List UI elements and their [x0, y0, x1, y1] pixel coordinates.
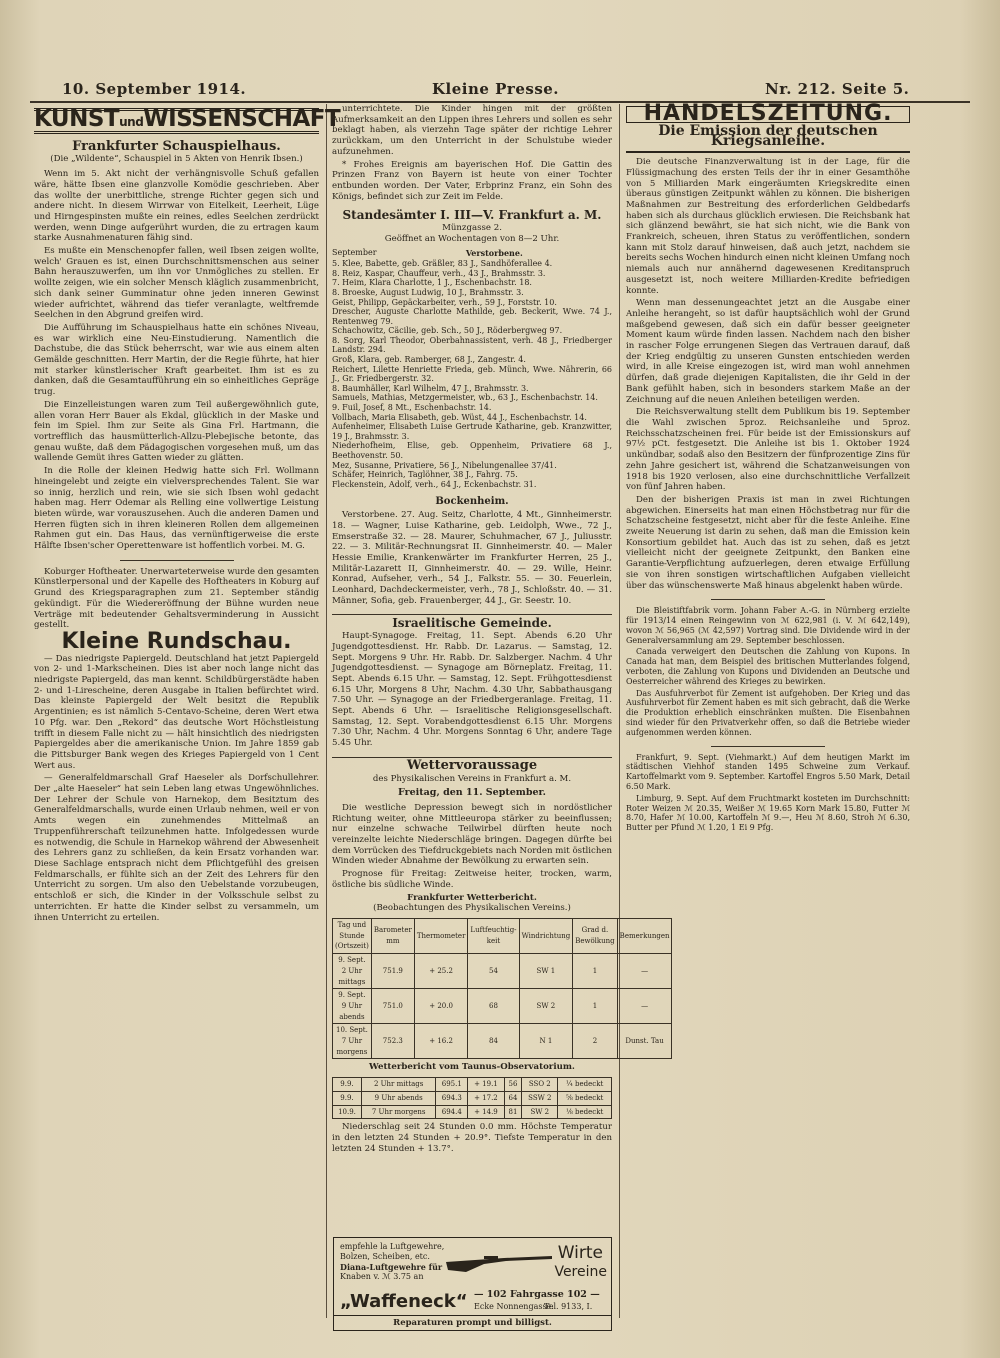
- handel-paragraph: Wenn man dessenungeachtet jetzt an die Ausgabe einer Anleihe herangeht, so ist dafür hauptsächlich wohl der Grund maßgebend gewesen, daß sich ein dafür besser geeigneter Moment kaum würde finden lassen. Nachdem nach den bisher in rascher Folge errungenen Siegen das Vertrauen darauf, daß der Krieg endgültig zu unseren Gunsten entschieden werden wird, in alle Kreise eingezogen ist, wird man wohl annehmen dürfen, daß grade diejenigen Kapitalisten, die ihr Geld in der Bank gefühlt haben, sich in besonders starkem Maße an der Zeichnung auf die neuen Anleihen beteiligen werden.: [626, 298, 910, 405]
- table-cell: 81: [504, 1105, 522, 1119]
- ad-side-text: Vereine: [554, 1264, 607, 1280]
- table-row: [333, 954, 672, 989]
- table-cell: + 19.1: [468, 1078, 504, 1092]
- table-cell: 84: [468, 1024, 519, 1059]
- table-row: [333, 1105, 612, 1119]
- table-cell: 9.9.: [333, 1078, 362, 1092]
- weather-table-header: [333, 919, 672, 954]
- table-cell: 9.9.: [333, 1091, 362, 1105]
- deceased-label: Verstorbene.: [465, 248, 523, 259]
- table-cell: 2 Uhr mittags: [361, 1078, 435, 1092]
- standesamt-headline: Standesämter I. III—V. Frankfurt a. M.: [342, 208, 602, 223]
- business-notice: Canada verweigert den Deutschen die Zahlung von Kupons. In Canada hat man, dem Beispiel des britischen Mutterlandes folgend, verboten, die Zahlung von Kupons und Dividenden an Deutsche und Oesterreicher während des Krieges zu bewirken.: [626, 647, 910, 686]
- ad-repair-line: Reparaturen prompt und billigst.: [334, 1315, 611, 1330]
- table-cell: Dunst. Tau: [617, 1024, 672, 1059]
- theater-subheadline: (Die „Wildente“, Schauspiel in 5 Akten von Henrik Ibsen.): [50, 154, 303, 165]
- death-entry: 5. Klee, Babette, geb. Gräßler, 83 J., Sandhöferallee 4.: [332, 259, 553, 269]
- weather-text: Die westliche Depression bewegt sich in nordöstlicher Richtung weiter, ohne Mittleeuropa stärker zu beeinflussen; nur einzelne schwache Teilwirbel dürften heute noch vereinzelte leichte Niederschläge bringen. Dagegen dürfte bei dem Vorrücken des Tiefdruckgebiets nach Norden mit östlichen Winden wieder Abnahme der Bewölkung zu erwarten sein.: [332, 802, 612, 867]
- standesamt-hours: Geöffnet an Wochentagen von 8—2 Uhr.: [384, 233, 560, 244]
- middle-column: [332, 104, 670, 1232]
- weather-date: Freitag, den 11. September.: [398, 787, 546, 799]
- taunus-table: [332, 1077, 612, 1119]
- death-entry: Mez, Susanne, Privatiere, 56 J., Nibelungenallee 37/41.: [332, 460, 557, 470]
- table-cell: ⅛ bedeckt: [558, 1105, 612, 1119]
- table-cell: 10. Sept. 7 Uhr morgens: [333, 1024, 372, 1059]
- header-cell: Thermometer: [414, 919, 468, 954]
- table-cell: 695.1: [436, 1078, 468, 1092]
- table-cell: + 14.9: [468, 1105, 504, 1119]
- death-entry: Reichert, Lilette Henriette Frieda, geb. Münch, Wwe. Nährerin, 66 J., Gr. Friedbergerstr. 32.: [332, 364, 612, 384]
- bockenheim-text: Verstorbene. 27. Aug. Seitz, Charlotte, 4 Mt., Ginnheimerstr. 18. — Wagner, Luise Katharine, geb. Leidolph, Wwe., 72 J., Emserstraße 32. — 28. Maurer, Schuhmacher, 67 J., Juliusstr. 22. — 3. Militär-Rechnungsrat II. Ginnheimerstr. 40. — Maler Hessie Emilie, Krankenwärter im Frankfurter Herren, 25 J., Militär-Lazarett II, Ginnheimerstr. 40. — 29. Wille, Heinr. Konrad, Aufseher, verh., 54 J., Falkstr. 55. — 30. Feuerlein, Leonhard, Dachdeckermeister, verh., 78 J., Schloßstr. 40. — 31. Männer, Sofia, geb. Frauenberger, 44 J., Gr. Seestr. 10.: [332, 510, 612, 606]
- handel-paragraph: Die deutsche Finanzverwaltung ist in der Lage, für die Flüssigmachung des ersten Teils der ihr in einer Gesamthöhe von 5 Milliarden Mark eingeräumten Kriegskredite einen überaus günstigen Zeitpunkt wählen zu können. Die bisherigen Maßnahmen zur Bestreitung des erforderlichen Geldbedarfs haben sich als durchaus glücklich erwiesen. Die Reichsbank hat sich glänzend bewährt, sie hat sich nicht, wie die Bank von Frankreich, scheuen, ihren Status zu veröffentlichen, sondern kann mit Stolz darauf hinweisen, daß auch jetzt, nachdem sie bereits sechs Wochen hindurch einen nicht kleinen Umfang noch niemals auch nur annähernd dagewesenen Kreditanspruch ausgesetzt ist, noch weitere Milliarden-Kredite befriedigen konnte.: [626, 157, 911, 296]
- table-cell: 2: [573, 1024, 617, 1059]
- review-paragraph: Es mußte ein Menschenopfer fallen, weil Ibsen zeigen wollte, welch' Grauen es ist, einen Durchschnittsmenschen aus seiner Bahn herauszuwerfen, um ihn vor Unmögliches zu stellen. Er wollte zeigen, wie ein solcher Mensch kläglich zusammenbricht, sich dank seiner Gumminatur ohne jeden inneren Gewinst wieder aufrichtet, während das tiefer veranlagte, weltfremde Seelchen in den Abgrund greifen wird.: [34, 246, 319, 321]
- issue-number: Nr. 212. Seite 5.: [765, 80, 910, 98]
- handelszeitung-banner: HANDELSZEITUNG.: [626, 106, 910, 123]
- review-paragraph: Wenn im 5. Akt nicht der verhängnisvolle Schuß gefallen wäre, hätte Ibsen eine glanzvolle Komödie geschrieben. Aber das wollte der unerbittliche, strenge Richter gegen sich und andere nicht. In diesem Wirrwar von Eitelkeit, Leerheit, Lüge und Hirngespinsten mußte ein reines, edles Seelchen zerdrückt werden, wenn Dinge aufgerührt wurden, die zu ertragen kaum starke Ausnahmenaturen fähig sind.: [34, 169, 319, 244]
- table-cell: 1: [573, 954, 617, 989]
- weather-source: des Physikalischen Vereins in Frankfurt a. M.: [372, 773, 572, 784]
- table-cell: 68: [468, 989, 519, 1024]
- rundschau-paragraph: — Generalfeldmarschall Graf Haeseler als Dorfschullehrer. Der „alte Haeseler“ hat sein Leben lang etwas Ungewöhnliches. Der Lehrer der Schule von Harnekop, dem Besitztum des Generalfeldmarschalls, wurde einen Urlaub nehmen, weil er von Amts wegen ein zunehmendes Mittelmaß an Truppenführerschaft teilzunehmen hatte. Infolgedessen wurde es notwendig, die Schule in Harnekop während der Abwesenheit des Lehrers ganz zu schließen, da kein Ersatz vorhanden war. Diese Sachlage entsprach nicht dem Pflichtgefühl des greisen Feldmarschalls, er fühlte sich an der Zeit des Lehrers für den Unterricht zu sorgen. Um also den Uebelstande vorzubeugen, entschloß er sich, die Kinder in der Volksschule selbst zu unterrichten. Er hatte die Kinder selbst zu versammeln, um ihnen Unterricht zu erteilen.: [34, 773, 319, 923]
- table-row: [333, 1024, 672, 1059]
- handel-paragraph: Den der bisherigen Praxis ist man in zwei Richtungen abgewichen. Einerseits hat man einen Höchstbetrag nur für die Schatzscheine festgesetzt, nicht aber für die feste Anleihe. Eine zweite Neuerung ist darin zu sehen, daß man die Emission kein Konsortium gebildet hat. Auch das ist zu sehen, daß es jetzt vielleicht nicht der geeignete Zeitpunkt, den Banken eine Garantie-Verpflichtung aufzuerlegen, deren etwaige Erfüllung sie von ihren sonstigen wirtschaftlichen Aufgaben vielleicht über das wünschenswerte Maß hinaus abgelenkt haben würde.: [626, 494, 910, 591]
- ad-line: empfehle la Luftgewehre,: [340, 1242, 445, 1251]
- ad-side-text: Wirte: [557, 1243, 603, 1263]
- table-cell: SW 2: [519, 989, 573, 1024]
- death-entry: Samuels, Mathias, Metzgermeister, wb., 63 J., Eschenbachstr. 14.: [332, 393, 598, 403]
- death-entry: Schäfer, Heinrich, Taglöhner, 38 J., Fahrg. 75.: [332, 470, 518, 480]
- review-paragraph: Die Einzelleistungen waren zum Teil außergewöhnlich gute, allen voran Herr Bauer als Ekdal, glücklich in der Maske und fein im Spiel. Ihm zur Seite als Gina Frl. Hartmann, die vortrefflich das hausmütterlich-Allzu-Plebejische betonte, das genau wußte, daß dem Pädagogischen vorgesehen muß, um das wallende Gemüt ihres Gatten wieder zu glätten.: [34, 399, 319, 464]
- table-cell: SSO 2: [522, 1078, 558, 1092]
- business-notice: Die Bleistiftfabrik vorm. Johann Faber A.-G. in Nürnberg erzielte für 1913/14 einen Reingewinn von ℳ 622,981 (i. V. ℳ 642,149), wovon ℳ 56,965 (ℳ 42,597) Vortrag sind. Die Dividende wird in der Generalversammlung am 29. September beschlossen.: [626, 606, 910, 645]
- table-cell: SW 1: [519, 954, 573, 989]
- rundschau-headline: Kleine Rundschau.: [61, 628, 292, 654]
- handel-headline: Die Emission der deutschen Kriegsanleihe.: [626, 126, 910, 153]
- waffeneck-advertisement: [333, 1237, 612, 1331]
- table-cell: SW 2: [522, 1105, 558, 1119]
- death-entry: Fleckenstein, Adolf, verh., 64 J., Eckenbachstr. 31.: [332, 479, 537, 489]
- table-cell: 9. Sept. 2 Uhr mittags: [333, 954, 372, 989]
- masthead: Kleine Presse.: [432, 80, 560, 98]
- header-cell: Bemerkungen: [617, 919, 672, 954]
- death-entry: Schachowitz, Cäcilie, geb. Sch., 50 J., Röderbergweg 97.: [332, 326, 563, 336]
- market-report: Frankfurt, 9. Sept. (Viehmarkt.) Auf dem heutigen Markt im städtischen Viehhof standen 1495 Schweine zum Verkauf. Kartoffelmarkt vom 9. September. Kartoffel Engros 5.50 Mark, Detail 6.50 Mark.: [626, 752, 910, 791]
- table-cell: + 25.2: [414, 954, 468, 989]
- table-cell: 1: [573, 989, 617, 1024]
- table-cell: 694.3: [436, 1091, 468, 1105]
- death-entry: 8. Reiz, Kaspar, Chauffeur, verh., 43 J., Brahmsstr. 3.: [332, 268, 546, 278]
- header-cell: Barometer mm: [371, 919, 414, 954]
- column-divider-left: [326, 104, 327, 1318]
- israel-text: Haupt-Synagoge. Freitag, 11. Sept. Abends 6.20 Uhr Jugendgottesdienst. Hr. Rabb. Dr. Lazarus. — Samstag, 12. Sept. Morgens 9 Uhr. Hr. Rabb. Dr. Salzberger. Nachm. 4 Uhr Jugendgottesdienst. — Synagoge am Börneplatz. Freitag, 11. Sept. Abends 6.15 Uhr. — Samstag, 12. Sept. Frühgottesdienst 6.15 Uhr, Morgens 8 Uhr, Nachm. 4.30 Uhr, Sabbathausgang 7.50 Uhr. — Synagoge an der Friedbergeranlage. Freitag, 11. Sept. Abends 6 Uhr. — Israelitische Religionsgesellschaft. Samstag, 12. Sept. Vorabendgottesdienst 6.15 Uhr. Morgens 7.30 Uhr, Nachm. 4 Uhr. Morgens Sonntag 6 Uhr, andere Tage 5.45 Uhr.: [332, 631, 612, 749]
- table-cell: N 1: [519, 1024, 573, 1059]
- table-cell: 10.9.: [333, 1105, 362, 1119]
- ad-line: Diana-Luftgewehre für: [340, 1262, 443, 1272]
- header-cell: Grad d. Bewölkung: [573, 919, 617, 954]
- death-entry: Niederhofheim, Elise, geb. Oppenheim, Privatiere 68 J., Beethovenstr. 50.: [332, 441, 612, 461]
- death-entry: Geist, Philipp, Gepäckarbeiter, verh., 59 J., Forststr. 10.: [332, 297, 557, 307]
- bavarian-court-notice: * Frohes Ereignis am bayerischen Hof. Die Gattin des Prinzen Franz von Bayern ist heute von einer Tochter entbunden worden. Der Vater, Erbprinz Franz, ein Sohn des Königs, befindet sich zur Zeit im Felde.: [332, 159, 612, 202]
- table-cell: 56: [504, 1078, 522, 1092]
- standesamt-address: Münzgasse 2.: [442, 223, 502, 234]
- ad-line: Bolzen, Scheiben, etc.: [340, 1252, 430, 1261]
- review-paragraph: Die Aufführung im Schauspielhaus hatte ein schönes Niveau, es war wirklich eine Neu-Einstudierung. Namentlich die Dachstube, die das Stück beherrscht, war wie aus einem alten Gemälde geschnitten. Herr Martin, der die Regie führte, hat hier mit starker künstlerischer Kraft gearbeitet. Ihm ist es zu danken, daß die Gesamtaufführung ein so einheitliches Gepräge trug.: [34, 322, 319, 398]
- table-cell: 694.4: [436, 1105, 468, 1119]
- death-entry: 8. Baumhäller, Karl Wilhelm, 47 J., Brahmsstr. 3.: [332, 383, 529, 393]
- table-cell: 9. Sept. 9 Uhr abends: [333, 989, 372, 1024]
- section-divider: [120, 560, 234, 561]
- table-cell: —: [617, 954, 672, 989]
- taunus-title: Wetterbericht vom Taunus-Observatorium.: [369, 1062, 575, 1073]
- death-entry: 7. Heim, Klara Charlotte, 1 J., Eschenbachstr. 18.: [332, 278, 532, 288]
- handel-paragraph: Die Reichsverwaltung stellt dem Publikum bis 19. September die Wahl zwischen 5proz. Reichsanleihe und 5proz. Reichsschatzscheinen frei. Für beide ist der Emissionskurs auf 97½ pCt. festgesetzt. Die Anleihe ist bis 1. Oktober 1924 unkündbar, sodaß also den Besitzern der fünfprozentige Zins für zehn Jahre gesichert ist, während die Schatzanweisungen von 1918 bis 1920 verlosen, also eine durchschnittliche Verfallzeit von fünf Jahren haben.: [626, 407, 910, 493]
- deaths-header: [332, 248, 612, 259]
- banner-word-und: und: [119, 115, 144, 129]
- frankfurt-report-sub: (Beobachtungen des Physikalischen Vereins.): [373, 903, 571, 914]
- table-row: [333, 989, 672, 1024]
- table-cell: 751.9: [371, 954, 414, 989]
- death-entry: Vollbach, Maria Elisabeth, geb. Wüst, 44 J., Eschenbachstr. 14.: [332, 412, 587, 422]
- table-cell: ⅝ bedeckt: [558, 1091, 612, 1105]
- issue-date: 10. September 1914.: [62, 80, 247, 98]
- table-cell: —: [617, 989, 672, 1024]
- weather-prognosis: Prognose für Freitag: Zeitweise heiter, trocken, warm, östliche bis südliche Winde.: [332, 869, 612, 890]
- month-label: September: [332, 248, 377, 258]
- header-cell: Windrichtung: [519, 919, 573, 954]
- death-entry: 8. Broeske, August Ludwig, 10 J., Brahmsstr. 3.: [332, 287, 524, 297]
- section-divider: [711, 746, 825, 747]
- death-entry: Drescher, Auguste Charlotte Mathilde, geb. Beckerit, Wwe. 74 J., Rentenweg 79.: [332, 307, 612, 326]
- table-cell: 752.3: [371, 1024, 414, 1059]
- header-cell: Tag und Stunde (Ortszeit): [333, 919, 372, 954]
- weather-table: [332, 918, 672, 1059]
- ad-telephone: Tel. 9133, I.: [544, 1302, 593, 1311]
- review-paragraph: In die Rolle der kleinen Hedwig hatte sich Frl. Wollmann hineingelebt und zeigte ein vielversprechendes Talent. Sie war so innig, herzlich und rein, wie sie sich Ibsen wohl gedacht haben mag. Herr Odemar als Relling eine vollwertige Leistung bieten würde, war vorauszusehen. Auch die anderen Damen und Herren fügten sich in ihren kleineren Rollen dem allgemeinen Rahmen gut ein. Das Haus, das vernünftigerweise die erste Hälfte Ibsen'scher Operettenware ist hoffentlich vorbei. M. G.: [34, 466, 319, 552]
- death-entry: 8. Sorg, Karl Theodor, Oberbahnassistent, verh. 48 J., Friedberger Landstr. 294.: [332, 335, 612, 355]
- frankfurt-report-title: Frankfurter Wetterbericht.: [407, 892, 537, 903]
- table-row: [333, 1078, 612, 1092]
- table-cell: + 20.0: [414, 989, 468, 1024]
- header-cell: Luftfeuchtig-keit: [468, 919, 519, 954]
- table-cell: 64: [504, 1091, 522, 1105]
- table-cell: + 16.2: [414, 1024, 468, 1059]
- table-row: [333, 1091, 612, 1105]
- ad-line: Knaben v. ℳ 3.75 an: [340, 1272, 424, 1281]
- theater-headline: Frankfurter Schauspielhaus.: [72, 138, 281, 154]
- weather-headline: Wettervoraussage: [332, 757, 612, 772]
- table-cell: SSW 2: [522, 1091, 558, 1105]
- column-divider-right: [619, 104, 620, 1318]
- deaths-list: [332, 259, 612, 489]
- banner-word-kunst: KUNST: [34, 106, 120, 132]
- ad-address: — 102 Fahrgasse 102 —: [474, 1289, 600, 1300]
- table-cell: 751.0: [371, 989, 414, 1024]
- hoftheater-notice: Koburger Hoftheater. Unerwarteterweise wurde den gesamten Künstlerpersonal und der Kapelle des Hoftheaters in Koburg auf Grund des Kriegsparagraphen zum 21. September ständig gekündigt. Für die Wiedereröffnung der Bühne wurden neue Verträge mit bedeutender Gehaltsverminderung in Aussicht gestellt.: [34, 566, 319, 631]
- ad-address-corner: Ecke Nonnengasse.: [474, 1302, 554, 1311]
- death-entry: Aufenheimer, Elisabeth Luise Gertrude Katharine, geb. Kranzwitter, 19 J., Brahmsstr. 3.: [332, 422, 612, 441]
- right-column: [626, 101, 911, 1314]
- table-cell: ¼ bedeckt: [558, 1078, 612, 1092]
- bockenheim-headline: Bockenheim.: [435, 496, 509, 508]
- table-cell: 9 Uhr abends: [361, 1091, 435, 1105]
- death-entry: Groß, Klara, geb. Ramberger, 68 J., Zangestr. 4.: [332, 355, 526, 365]
- left-column: [34, 104, 341, 1314]
- rundschau-paragraph: — Das niedrigste Papiergeld. Deutschland hat jetzt Papiergeld von 2- und 1-Markscheinen. Dies ist aber noch lange nicht das niedrigste Papiergeld, das man kennt. Schildbürgerstädte haben 2- und 1-Lirescheine, deren Ausgabe in Italien befürchtet wird. Das kleinste Papiergeld der Welt besitzt die Republik Argentinien; es ist nämlich 5-Centavo-Scheine, deren Wert etwa 10 Pfg. war. Den „Rekord“ das deutsche Wort Höchstleistung trifft in diesem Falle nicht zu — hält hinsichtlich des niedrigsten Papiergeldes aber die amerikanische Union. Im Jahre 1859 gab die Pittsburger Bank wegen des Krieges Papiergeld von 1 Cent Wert aus.: [34, 653, 319, 771]
- death-entry: 9. Fuil, Josef, 8 Mt., Eschenbachstr. 14.: [332, 403, 492, 413]
- table-cell: 54: [468, 954, 519, 989]
- air-rifle-icon: [444, 1244, 554, 1274]
- kunst-wissenschaft-banner: [34, 106, 341, 134]
- israel-headline: Israelitische Gemeinde.: [332, 614, 612, 629]
- table-cell: 7 Uhr morgens: [361, 1105, 435, 1119]
- school-story-continued: unterrichtete. Die Kinder hingen mit der größten Aufmerksamkeit an den Lippen ihres Lehrers und sollen es sehr beklagt haben, als vierzehn Tage später der richtige Lehrer zurückkam, um den Unterricht in der Schulstube wieder aufzunehmen.: [332, 104, 612, 157]
- table-cell: + 17.2: [468, 1091, 504, 1105]
- section-divider: [711, 599, 825, 600]
- ad-shop-name: „Waffeneck“: [340, 1291, 468, 1312]
- market-report: Limburg, 9. Sept. Auf dem Fruchtmarkt kosteten im Durchschnitt: Roter Weizen ℳ 20.35, Weißer ℳ 19.65 Korn Mark 15.80, Futter ℳ 8.70, Hafer ℳ 10.00, Kartoffeln ℳ 9.—, Heu ℳ 8.60, Stroh ℳ 6.30, Butter per Pfund ℳ 1.20, 1 Ei 9 Pfg.: [626, 793, 910, 833]
- banner-word-wissenschaft: WISSENSCHAFT: [143, 106, 341, 132]
- taunus-note: Niederschlag seit 24 Stunden 0.0 mm. Höchste Temperatur in den letzten 24 Stunden + 20.9°. Tiefste Temperatur in den letzten 24 Stunden + 13.7°.: [332, 1122, 612, 1154]
- business-notice: Das Ausfuhrverbot für Zement ist aufgehoben. Der Krieg und das Ausfuhrverbot für Zement haben es mit sich gebracht, daß die Werke die Produktion erheblich einschränken mußten. Die Eisenbahnen sind wieder für den Privatverkehr offen, so daß die Betriebe wieder aufgenommen werden können.: [626, 688, 910, 737]
